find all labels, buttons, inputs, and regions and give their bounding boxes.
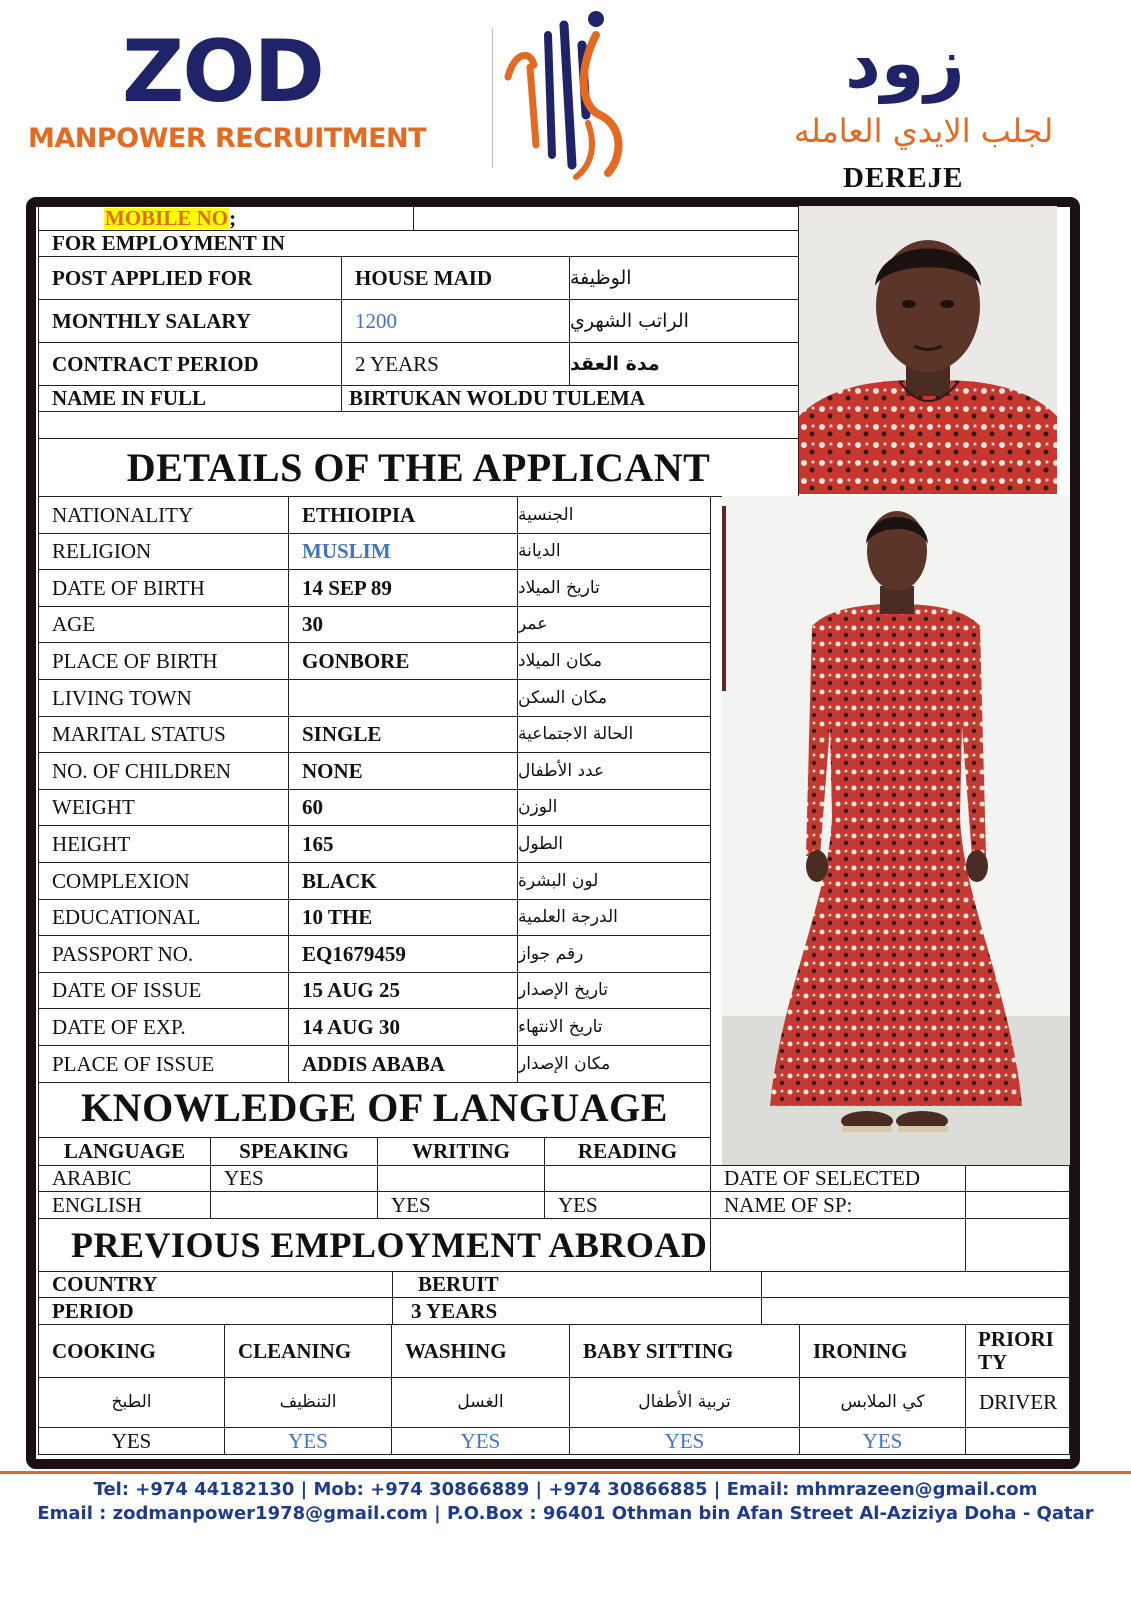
skill-name: CLEANING <box>224 1324 392 1378</box>
detail-value: GONBORE <box>288 642 518 680</box>
detail-value: 10 THE <box>288 899 518 936</box>
detail-value: ETHIOIPIA <box>288 496 518 534</box>
detail-label-arabic: الحالة الاجتماعية <box>517 716 711 753</box>
detail-label-arabic: تاريخ الميلاد <box>517 569 711 607</box>
side-empty-1 <box>710 1218 966 1272</box>
detail-label-arabic: مكان السكن <box>517 679 711 717</box>
detail-label: COMPLEXION <box>38 862 289 900</box>
lang-arabic-speaking: YES <box>210 1165 378 1192</box>
lang-english: ENGLISH <box>38 1191 211 1219</box>
lang-arabic-reading <box>544 1165 711 1192</box>
detail-label: RELIGION <box>38 533 289 570</box>
post-label-arabic: الوظيفة <box>569 256 799 300</box>
skill-value: YES <box>38 1427 225 1455</box>
detail-label-arabic: رقم جواز <box>517 935 711 973</box>
footer-divider <box>0 1471 1131 1474</box>
detail-label: PASSPORT NO. <box>38 935 289 973</box>
detail-value: EQ1679459 <box>288 935 518 973</box>
letterhead <box>0 0 1131 200</box>
salary-label: MONTHLY SALARY <box>38 299 342 343</box>
skill-value: YES <box>224 1427 392 1455</box>
detail-label: WEIGHT <box>38 789 289 826</box>
applicant-full-photo <box>722 496 1070 1166</box>
skill-name-arabic: الغسل <box>391 1377 570 1428</box>
side-empty-2 <box>965 1218 1070 1272</box>
skill-value: YES <box>569 1427 800 1455</box>
detail-value: 15 AUG 25 <box>288 972 518 1009</box>
detail-value: 14 SEP 89 <box>288 569 518 607</box>
brand-tagline: MANPOWER RECRUITMENT <box>28 123 427 154</box>
detail-value: ADDIS ABABA <box>288 1045 518 1083</box>
sponsor-name: DEREJE <box>843 162 964 194</box>
country-value: BERUIT <box>392 1271 762 1298</box>
priority-value: DRIVER <box>965 1377 1070 1428</box>
skill-name-arabic: تربية الأطفال <box>569 1377 800 1428</box>
header-divider <box>492 28 493 168</box>
name-value: BIRTUKAN WOLDU TULEMA <box>341 385 799 412</box>
lang-header-writing: WRITING <box>377 1137 545 1166</box>
detail-label-arabic: عدد الأطفال <box>517 752 711 790</box>
detail-label-arabic: تاريخ الانتهاء <box>517 1008 711 1046</box>
contract-label: CONTRACT PERIOD <box>38 342 342 386</box>
mobile-value-cell <box>413 206 799 231</box>
detail-value: BLACK <box>288 862 518 900</box>
detail-label: LIVING TOWN <box>38 679 289 717</box>
language-title-cell <box>38 1079 711 1138</box>
lang-header-speaking: SPEAKING <box>210 1137 378 1166</box>
post-label: POST APPLIED FOR <box>38 256 342 300</box>
employment-label: FOR EMPLOYMENT IN <box>38 230 799 257</box>
details-title: DETAILS OF THE APPLICANT <box>126 444 711 490</box>
skill-name: IRONING <box>799 1324 966 1378</box>
skill-name: BABY SITTING <box>569 1324 800 1378</box>
lang-arabic-writing <box>377 1165 545 1192</box>
lang-header-reading: READING <box>544 1137 711 1166</box>
detail-value <box>288 679 518 717</box>
detail-label: NATIONALITY <box>38 496 289 534</box>
mobile-label-cell <box>38 206 414 231</box>
detail-value: NONE <box>288 752 518 790</box>
footer-contact-line-1: Tel: +974 44182130 | Mob: +974 30866889 | +974 30866885 | Email: mhmrazeen@gmail.com <box>93 1479 1038 1500</box>
detail-label: DATE OF BIRTH <box>38 569 289 607</box>
brand-name-arabic: زود <box>845 22 965 104</box>
detail-label-arabic: الطول <box>517 825 711 863</box>
detail-label: NO. OF CHILDREN <box>38 752 289 790</box>
detail-value: SINGLE <box>288 716 518 753</box>
spacer-cell <box>38 411 799 439</box>
detail-label: MARITAL STATUS <box>38 716 289 753</box>
detail-label: EDUCATIONAL <box>38 899 289 936</box>
priority-empty <box>965 1427 1070 1455</box>
brand-tagline-arabic: لجلب الايدي العامله <box>793 112 1054 150</box>
salary-value: 1200 <box>341 299 570 343</box>
skill-name-arabic: كي الملابس <box>799 1377 966 1428</box>
company-logo-icon <box>500 5 640 185</box>
detail-label: DATE OF ISSUE <box>38 972 289 1009</box>
period-value: 3 YEARS <box>392 1297 762 1325</box>
full-body-image <box>722 496 1070 1166</box>
lang-header-language: LANGUAGE <box>38 1137 211 1166</box>
detail-label-arabic: لون البشرة <box>517 862 711 900</box>
detail-value: 165 <box>288 825 518 863</box>
brand-name: ZOD <box>122 22 323 122</box>
detail-value: 30 <box>288 606 518 643</box>
mobile-separator: ; <box>229 206 237 230</box>
skill-name: WASHING <box>391 1324 570 1378</box>
detail-label: PLACE OF BIRTH <box>38 642 289 680</box>
lang-english-reading: YES <box>544 1191 711 1219</box>
detail-label: PLACE OF ISSUE <box>38 1045 289 1083</box>
detail-label-arabic: مكان الإصدار <box>517 1045 711 1083</box>
skill-value: YES <box>391 1427 570 1455</box>
date-selected-label: DATE OF SELECTED <box>710 1165 966 1192</box>
detail-label-arabic: مكان الميلاد <box>517 642 711 680</box>
country-extra <box>761 1271 1070 1298</box>
detail-label-arabic: الديانة <box>517 533 711 570</box>
period-extra <box>761 1297 1070 1325</box>
lang-english-writing: YES <box>377 1191 545 1219</box>
detail-label-arabic: الجنسية <box>517 496 711 534</box>
detail-label-arabic: تاريخ الإصدار <box>517 972 711 1009</box>
detail-value: 60 <box>288 789 518 826</box>
skill-name-arabic: التنظيف <box>224 1377 392 1428</box>
detail-label-arabic: الوزن <box>517 789 711 826</box>
applicant-portrait-photo <box>799 206 1057 494</box>
portrait-image <box>799 206 1057 494</box>
country-label: COUNTRY <box>38 1271 393 1298</box>
lang-arabic: ARABIC <box>38 1165 211 1192</box>
skill-name-arabic: الطبخ <box>38 1377 225 1428</box>
detail-label-arabic: الدرجة العلمية <box>517 899 711 936</box>
name-label: NAME IN FULL <box>38 385 342 412</box>
salary-label-arabic: الراتب الشهري <box>569 299 799 343</box>
detail-label: HEIGHT <box>38 825 289 863</box>
footer-contact-line-2: Email : zodmanpower1978@gmail.com | P.O.Box : 96401 Othman bin Afan Street Al-Aziziya Doha - Qatar <box>37 1503 1094 1524</box>
skill-value: YES <box>799 1427 966 1455</box>
mobile-label: MOBILE NO <box>105 206 229 230</box>
language-title: KNOWLEDGE OF LANGUAGE <box>81 1085 668 1130</box>
detail-label: AGE <box>38 606 289 643</box>
post-value: HOUSE MAID <box>341 256 570 300</box>
contract-label-arabic: مدة العقد <box>569 342 799 386</box>
date-selected-value <box>965 1165 1070 1192</box>
skill-name: COOKING <box>38 1324 225 1378</box>
lang-english-speaking <box>210 1191 378 1219</box>
sp-name-value <box>965 1191 1070 1219</box>
priority-label: PRIORI TY <box>965 1324 1070 1378</box>
detail-value: 14 AUG 30 <box>288 1008 518 1046</box>
detail-label-arabic: عمر <box>517 606 711 643</box>
sp-name-label: NAME OF SP: <box>710 1191 966 1219</box>
previous-title: PREVIOUS EMPLOYMENT ABROAD <box>71 1225 708 1265</box>
period-label: PERIOD <box>38 1297 393 1325</box>
contract-value: 2 YEARS <box>341 342 570 386</box>
detail-label: DATE OF EXP. <box>38 1008 289 1046</box>
detail-value: MUSLIM <box>288 533 518 570</box>
details-title-cell <box>38 438 799 497</box>
previous-title-cell <box>38 1218 711 1272</box>
